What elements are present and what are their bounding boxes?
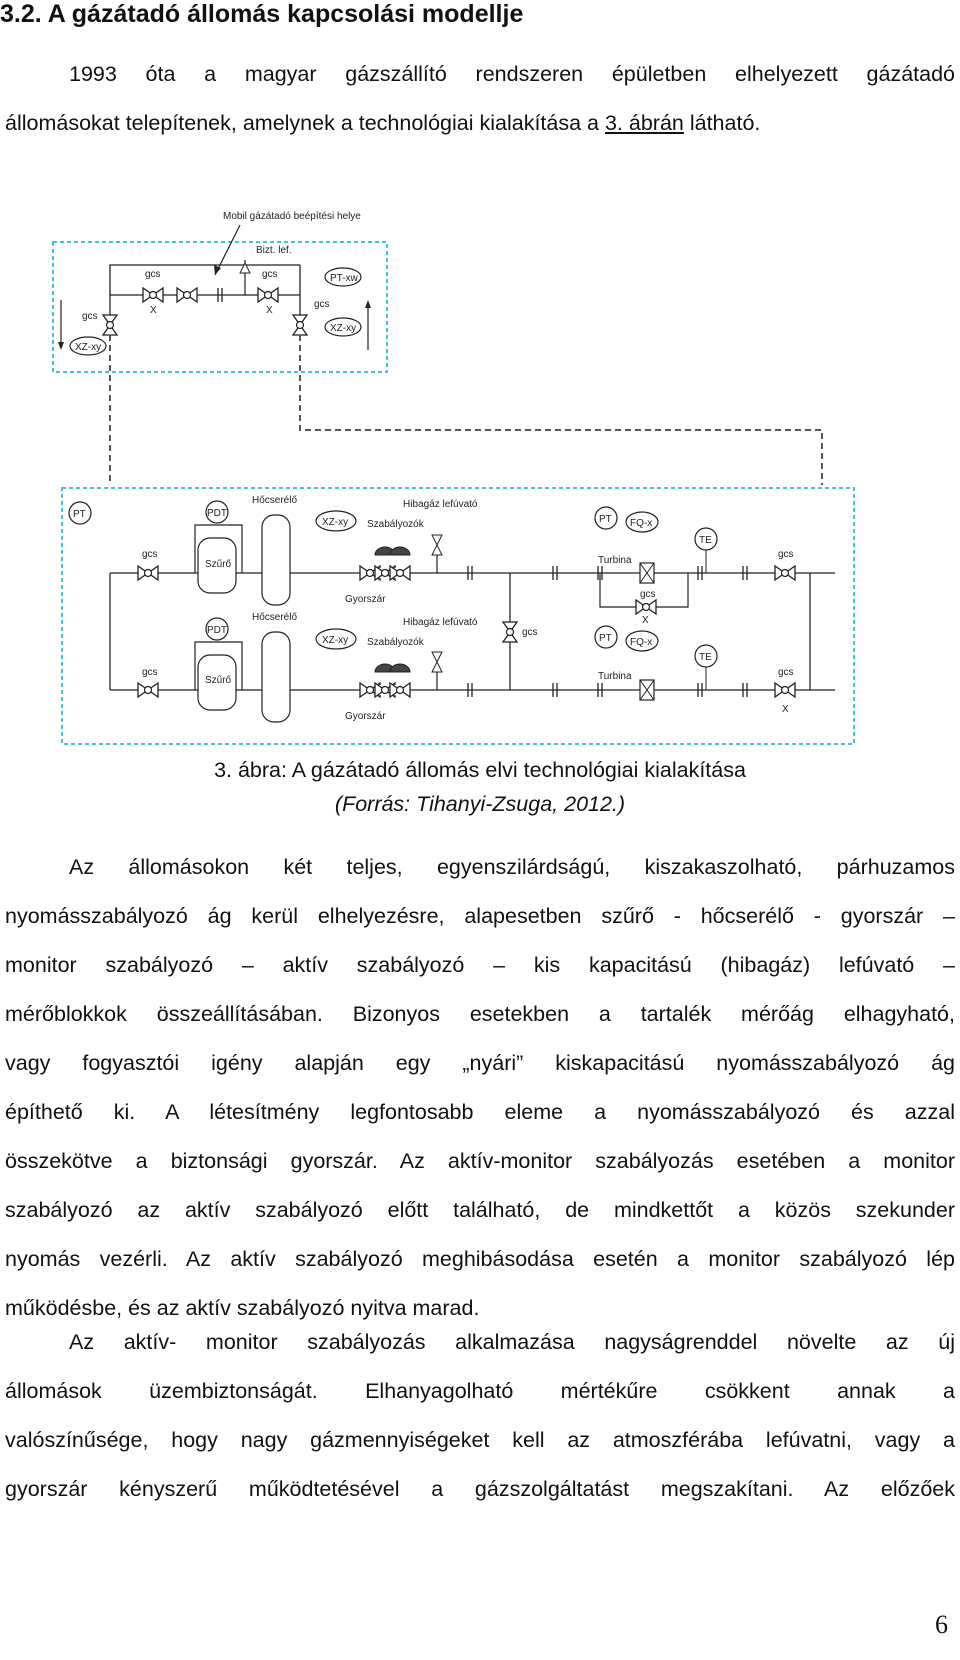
svg-text:gcs: gcs — [82, 311, 98, 322]
svg-text:X: X — [266, 305, 273, 316]
station-frame — [62, 488, 854, 744]
svg-text:FQ-x: FQ-x — [630, 637, 653, 648]
valve-icon — [775, 683, 795, 697]
svg-text:gcs: gcs — [145, 269, 161, 280]
valve-icon — [177, 288, 197, 302]
gas-station-diagram — [0, 205, 960, 755]
text-line: valószínűsége, hogy nagy gázmennyiségeket kell az atmoszférába lefúvatni, vagy a — [5, 1428, 955, 1452]
valve-icon — [775, 566, 795, 580]
svg-text:Szűrő: Szűrő — [205, 559, 232, 570]
text-line: állomások üzembiztonságát. Elhanyagolható mértékűre csökkent annak a — [5, 1379, 955, 1403]
text-line: mérőblokkok összeállításában. Bizonyos esetekben a tartalék mérőág elhagyható, — [5, 1002, 955, 1026]
svg-text:X: X — [782, 704, 789, 715]
valve-icon — [138, 566, 158, 580]
svg-text:gcs: gcs — [522, 627, 538, 638]
svg-text:gcs: gcs — [640, 589, 656, 600]
figure-caption: 3. ábra: A gázátadó állomás elvi technológiai kialakítása — [214, 758, 746, 782]
valve-icon — [390, 683, 410, 697]
mobile-station-frame — [53, 242, 387, 372]
svg-text:Gyorszár: Gyorszár — [345, 594, 386, 605]
text-line: gyorszár kényszerű működtetésével a gázszolgáltatást megszakítani. Az előzőek — [5, 1477, 955, 1501]
svg-text:XZ-xy: XZ-xy — [75, 342, 102, 353]
text-line: szabályozó az aktív szabályozó előtt található, de mindkettőt a közös szekunder — [5, 1198, 955, 1222]
svg-text:Szabályozók: Szabályozók — [367, 637, 424, 648]
text-line: nyomásszabályozó ág kerül elhelyezésre, alapesetben szűrő - hőcserélő - gyorszár – — [5, 904, 955, 928]
svg-text:gcs: gcs — [262, 269, 278, 280]
mobile-label: Mobil gázátadó beépítési helye — [223, 211, 361, 222]
svg-text:TE: TE — [699, 535, 712, 546]
svg-text:PT: PT — [73, 509, 86, 520]
svg-text:Gyorszár: Gyorszár — [345, 711, 386, 722]
valve-icon — [636, 600, 656, 614]
figure-reference-link[interactable]: 3. ábrán — [604, 111, 684, 135]
svg-text:PT: PT — [599, 514, 612, 525]
svg-text:PT-xw: PT-xw — [330, 273, 358, 284]
intro-line-1: 1993 óta a magyar gázszállító rendszeren épületben elhelyezett gázátadó — [69, 62, 955, 86]
body-paragraph-2 — [5, 1318, 955, 1514]
valve-icon — [390, 566, 410, 580]
svg-text:Hibagáz lefúvató: Hibagáz lefúvató — [403, 499, 478, 510]
svg-text:Hőcserélő: Hőcserélő — [252, 612, 298, 623]
page-number: 6 — [935, 1610, 948, 1639]
svg-text:XZ-xy: XZ-xy — [330, 323, 357, 334]
svg-text:PDT: PDT — [207, 508, 227, 519]
valve-icon — [503, 622, 517, 642]
svg-text:Turbina: Turbina — [598, 555, 632, 566]
svg-text:TE: TE — [699, 652, 712, 663]
svg-text:FQ-x: FQ-x — [630, 518, 653, 529]
text-line: építhető ki. A létesítmény legfontosabb eleme a nyomásszabályozó és azzal — [5, 1100, 955, 1124]
svg-text:XZ-xy: XZ-xy — [322, 635, 349, 646]
figure-source: (Forrás: Tihanyi-Zsuga, 2012.) — [334, 792, 626, 816]
valve-icon — [138, 683, 158, 697]
valve-icon — [293, 315, 307, 335]
text-line: monitor szabályozó – aktív szabályozó – kis kapacitású (hibagáz) lefúvató – — [5, 953, 955, 977]
text-line: vagy fogyasztói igény alapján egy „nyári” kiskapacitású nyomásszabályozó ág — [5, 1051, 955, 1075]
heat-exchanger-icon — [262, 632, 290, 722]
svg-text:gcs: gcs — [142, 667, 158, 678]
valve-icon — [143, 288, 163, 302]
text-line: Az állomásokon két teljes, egyenszilárdságú, kiszakaszolható, párhuzamos — [69, 855, 955, 879]
valve-icon — [258, 288, 278, 302]
svg-text:Szabályozók: Szabályozók — [367, 519, 424, 530]
svg-text:Szűrő: Szűrő — [205, 675, 232, 686]
section-heading: 3.2. A gázátadó állomás kapcsolási modellje — [0, 0, 524, 28]
svg-text:Turbina: Turbina — [598, 671, 632, 682]
svg-text:gcs: gcs — [778, 549, 794, 560]
text-line: működésbe, és az aktív szabályozó nyitva marad. — [5, 1296, 480, 1320]
svg-text:Hibagáz lefúvató: Hibagáz lefúvató — [403, 617, 478, 628]
intro-line-2: állomásokat telepítenek, amelynek a technológiai kialakítása a 3. ábrán látható. — [5, 111, 761, 135]
svg-text:gcs: gcs — [778, 667, 794, 678]
valve-icon — [103, 315, 117, 335]
svg-text:XZ-xy: XZ-xy — [322, 517, 349, 528]
svg-text:PDT: PDT — [207, 625, 227, 636]
heat-exchanger-icon — [262, 515, 290, 605]
svg-text:Bizt. lef.: Bizt. lef. — [256, 245, 292, 256]
svg-text:PT: PT — [599, 633, 612, 644]
svg-text:X: X — [150, 305, 157, 316]
text-line: Az aktív- monitor szabályozás alkalmazása nagyságrenddel növelte az új — [69, 1330, 955, 1354]
svg-text:X: X — [642, 615, 649, 626]
text-line: nyomás vezérli. Az aktív szabályozó meghibásodása esetén a monitor szabályozó lép — [5, 1247, 955, 1271]
body-paragraph-1 — [5, 843, 955, 1333]
text-line: összekötve a biztonsági gyorszár. Az aktív-monitor szabályozás esetében a monitor — [5, 1149, 955, 1173]
svg-text:Hőcserélő: Hőcserélő — [252, 495, 298, 506]
svg-text:gcs: gcs — [142, 549, 158, 560]
svg-text:gcs: gcs — [314, 299, 330, 310]
intro-paragraph — [5, 50, 955, 148]
